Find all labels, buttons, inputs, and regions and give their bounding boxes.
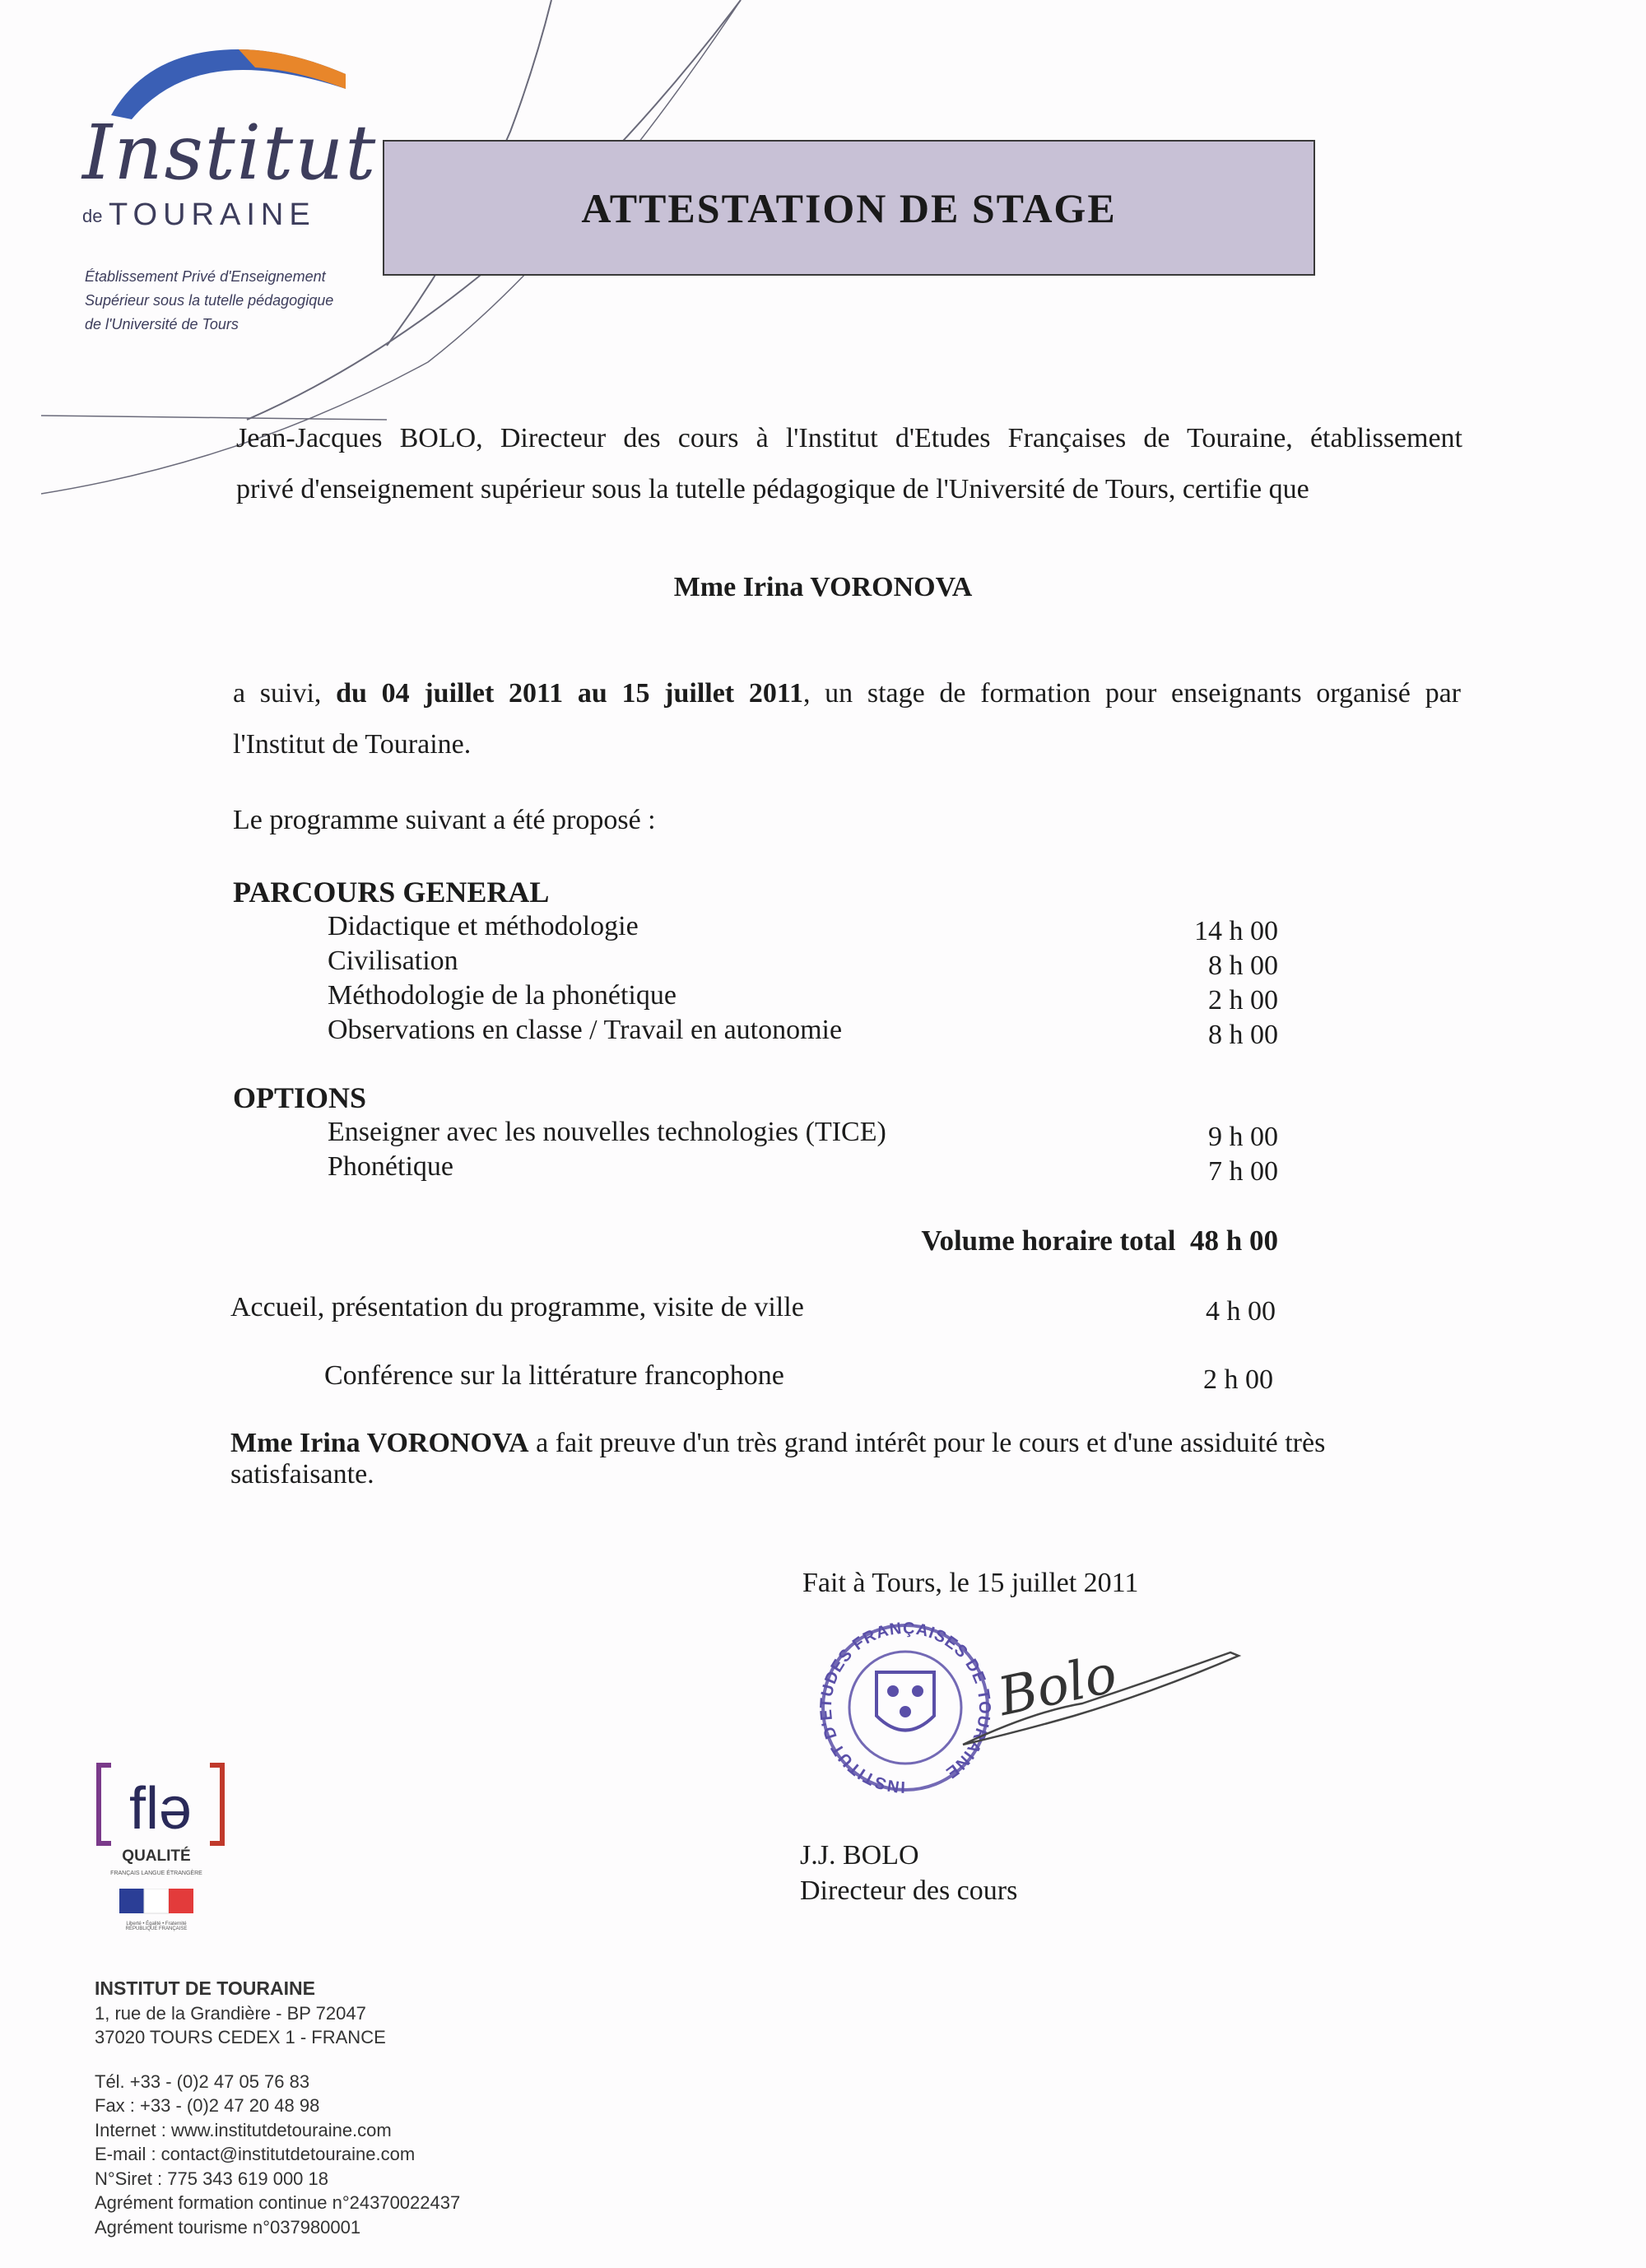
logo-subtitle-line: Supérieur sous la tutelle pédagogique [85,292,334,309]
options-heading: OPTIONS [233,1081,367,1114]
footer-address: 1, rue de la Grandière - BP 72047 [95,2002,366,2024]
footer-fax: Fax : +33 - (0)2 47 20 48 98 [95,2095,320,2116]
republique-motto: Liberté • Égalité • Fraternité [126,1922,187,1926]
logo-wordmark: Institut [82,109,378,197]
footer-tel: Tél. +33 - (0)2 47 05 76 83 [95,2070,310,2092]
footer-org: INSTITUT DE TOURAINE [95,1978,315,1999]
footer-address: 37020 TOURS CEDEX 1 - FRANCE [95,2027,386,2047]
programme-item-hours: 2 h 00 [1208,985,1278,1015]
option-item-label: Phonétique [328,1151,453,1182]
republique-label: RÉPUBLIQUE FRANÇAISE [125,1926,188,1931]
extra-item-hours: 4 h 00 [1206,1296,1276,1327]
attendance-line2: l'Institut de Touraine. [233,729,472,760]
stamp-text: INSTITUT D'ETUDES FRANÇAISES DE TOURAINE [816,1619,994,1796]
programme-item-hours: 14 h 00 [1194,916,1278,946]
conclusion-text: a fait preuve d'un très grand intérêt pour le cours et d'une assiduité très satisfaisante. [230,1428,1326,1490]
attendance-suffix: , un stage de formation pour enseignants organisé par [802,678,1461,709]
option-item-hours: 7 h 00 [1208,1156,1278,1187]
option-item-label: Enseigner avec les nouvelles technologies (TICE) [328,1117,886,1147]
signer-name: J.J. BOLO [800,1840,919,1871]
general-heading: PARCOURS GENERAL [233,876,550,909]
republique-text [99,1922,214,1931]
fle-subline: FRANÇAIS LANGUE ÉTRANGÈRE [110,1871,202,1876]
programme-item-hours: 8 h 00 [1208,1020,1278,1050]
logo-de: de [82,206,103,226]
total-hours [921,1225,1278,1257]
programme-item-label: Didactique et méthodologie [328,911,639,941]
option-item-hours: 9 h 00 [1208,1122,1278,1152]
conclusion-name: Mme Irina VORONOVA [230,1428,529,1458]
footer-agrement-formation: Agrément formation continue n°24370022437 [95,2192,461,2213]
signer-role: Directeur des cours [800,1875,1018,1906]
conclusion-paragraph [230,1428,1465,1490]
title-box [383,140,1315,276]
programme-item-label: Civilisation [328,946,458,976]
logo-subtitle-line: Établissement Privé d'Enseignement [85,268,326,285]
intro-paragraph [236,413,1462,515]
document-title: ATTESTATION DE STAGE [581,184,1117,231]
total-value: 48 h 00 [1190,1225,1278,1257]
extra-item-label: Conférence sur la littérature francophone [324,1360,784,1391]
extra-item-label: Accueil, présentation du programme, visite de ville [230,1292,804,1322]
trainee-name: Mme Irina VORONOVA [673,572,973,602]
programme-item-label: Méthodologie de la phonétique [328,980,677,1011]
intro-line: Jean-Jacques BOLO, Directeur des cours à l'Institut d'Etudes Françaises de Touraine, établissement [236,423,1462,453]
attendance-paragraph [233,668,1461,770]
fle-logo-icon [95,1761,226,1847]
programme-item-hours: 8 h 00 [1208,950,1278,981]
logo-subtitle-line: de l'Université de Tours [85,316,239,332]
place-date: Fait à Tours, le 15 juillet 2011 [802,1568,1139,1598]
fle-qualite: QUALITÉ [122,1847,191,1865]
signer-block [800,1838,1017,1908]
fle-mark: flə [128,1776,193,1842]
intro-line: privé d'enseignement supérieur sous la tutelle pédagogique de l'Université de Tours, certifie que [236,474,1309,504]
official-stamp [811,1613,1255,1802]
logo-touraine: TOURAINE [109,198,316,232]
attendance-prefix: a suivi, [233,678,337,709]
footer-siret: N°Siret : 775 343 619 000 18 [95,2168,329,2189]
programme-item-label: Observations en classe / Travail en autonomie [328,1015,843,1045]
footer-agrement-tourisme: Agrément tourisme n°037980001 [95,2216,361,2238]
signature: Bolo [993,1643,1123,1728]
programme-intro: Le programme suivant a été proposé : [233,805,656,835]
footer-email[interactable]: E-mail : contact@institutdetouraine.com [95,2144,416,2164]
footer-contact [95,1977,460,2239]
attendance-line [233,668,1461,719]
footer-internet[interactable]: Internet : www.institutdetouraine.com [95,2119,392,2140]
total-label: Volume horaire total [921,1225,1176,1257]
marianne-flag-icon [119,1889,193,1920]
logo-subtitle [85,265,381,337]
extra-item-hours: 2 h 00 [1203,1364,1273,1395]
attendance-dates: du 04 juillet 2011 au 15 juillet 2011 [336,678,803,709]
